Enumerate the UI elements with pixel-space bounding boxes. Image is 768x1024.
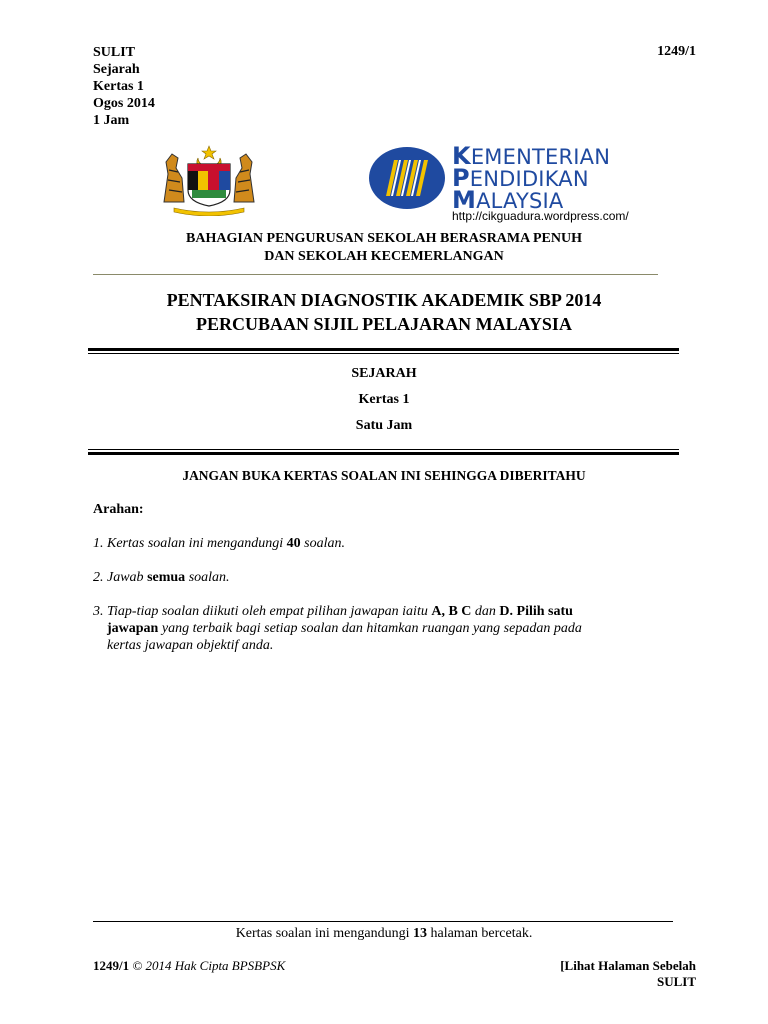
coat-of-arms-logo <box>160 144 258 216</box>
date-label: Ogos 2014 <box>93 96 155 111</box>
footer-paper-code: 1249/1 <box>93 958 130 973</box>
organisation-line-1: BAHAGIAN PENGURUSAN SEKOLAH BERASRAMA PENUH <box>186 231 582 246</box>
exam-title <box>0 288 768 336</box>
instruction-item-1: 1. Kertas soalan ini mengandungi 40 soalan. <box>93 536 346 551</box>
paper-label: Kertas 1 <box>93 79 144 94</box>
divider-thin <box>88 353 679 354</box>
kpm-emblem-logo <box>368 146 446 210</box>
kpm-line1-initial: K <box>452 142 471 170</box>
instruction-item-3: 3. Tiap-tiap soalan diikuti oleh empat pilihan jawapan iaitu A, B C dan D. Pilih satu jawapan yang terbaik bagi setiap soalan dan hitamkan ruangan yang sepadan pada kertas jawapan objektif anda. <box>93 604 582 653</box>
duration-label: 1 Jam <box>93 113 130 128</box>
copyright-text: © 2014 Hak Cipta BPSBPSK <box>129 958 286 973</box>
organisation-line-2: DAN SEKOLAH KECEMERLANGAN <box>264 249 504 264</box>
exam-title-line-2: PERCUBAAN SIJIL PELAJARAN MALAYSIA <box>196 314 572 334</box>
kpm-line3-initial: M <box>452 186 477 214</box>
subject-label: Sejarah <box>93 62 140 77</box>
warning-notice: JANGAN BUKA KERTAS SOALAN INI SEHINGGA DIBERITAHU <box>182 468 586 483</box>
instruction-item-2: 2. Jawab semua soalan. <box>93 570 230 585</box>
kpm-line2-initial: P <box>452 164 470 192</box>
footer-classification: SULIT <box>656 974 696 989</box>
subject-name: SEJARAH <box>351 366 417 381</box>
footer-divider <box>93 921 673 922</box>
document-header-left <box>93 44 155 129</box>
exam-duration: Satu Jam <box>355 418 413 433</box>
divider-thin <box>88 449 679 450</box>
next-page-label: [Lihat Halaman Sebelah <box>560 958 696 973</box>
instructions-heading: Arahan: <box>93 502 144 517</box>
footer-copyright <box>93 958 285 974</box>
exam-title-line-1: PENTAKSIRAN DIAGNOSTIK AKADEMIK SBP 2014 <box>166 290 602 310</box>
classification-label: SULIT <box>93 45 136 60</box>
page-count-note: Kertas soalan ini mengandungi 13 halaman bercetak. <box>235 926 533 941</box>
divider <box>93 274 658 275</box>
footer-right <box>560 958 696 990</box>
paper-number: Kertas 1 <box>358 392 410 407</box>
kpm-line3-rest: ALAYSIA <box>476 189 564 213</box>
organisation-name <box>0 230 768 266</box>
paper-code: 1249/1 <box>657 44 696 59</box>
kpm-line2-rest: ENDIDIKAN <box>469 167 589 191</box>
kpm-line1-rest: EMENTERIAN <box>470 145 611 169</box>
divider-thick <box>88 452 679 455</box>
kpm-wordmark <box>452 142 611 214</box>
source-url: http://cikguadura.wordpress.com/ <box>452 209 629 223</box>
